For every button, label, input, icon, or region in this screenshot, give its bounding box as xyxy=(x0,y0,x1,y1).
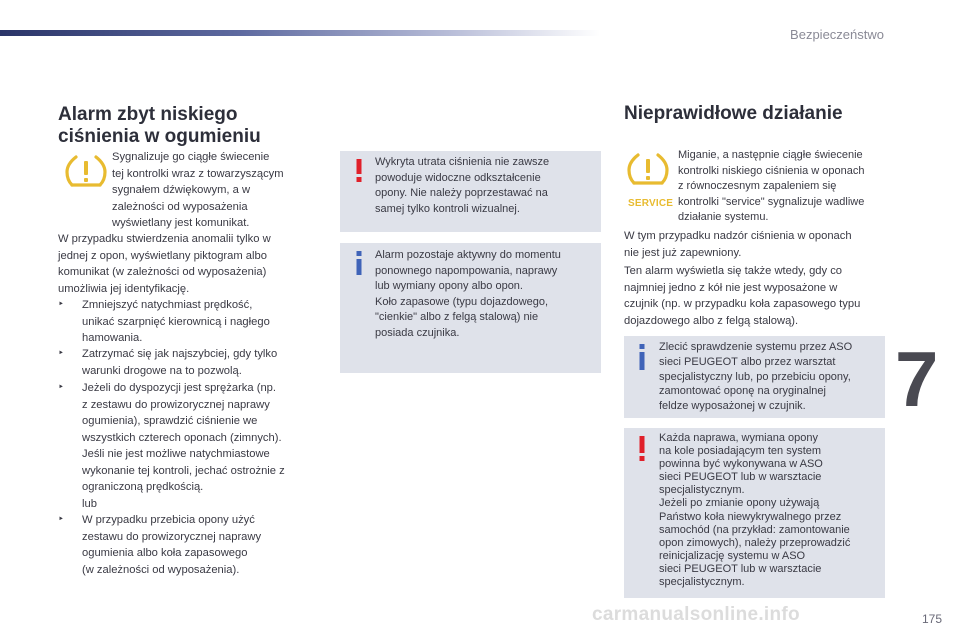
text-line: W przypadku przebicia opony użyć xyxy=(82,514,255,526)
text-line: opon zimowych), należy przeprowadzić xyxy=(659,536,851,549)
text-line: nie jest już zapewniony. xyxy=(624,246,742,259)
text-line: zamontować oponę na oryginalnej xyxy=(659,385,826,398)
left-title xyxy=(58,104,261,148)
text-line: działanie systemu. xyxy=(678,211,769,223)
left-intro xyxy=(112,149,284,232)
text-line: zależności od wyposażenia xyxy=(112,200,248,213)
exclamation-icon xyxy=(354,159,364,183)
right-title: Nieprawidłowe działanie xyxy=(624,103,843,124)
text-line: feldze wyposażonej w czujnik. xyxy=(659,400,806,413)
text-line: tej kontrolki wraz z towarzyszącym xyxy=(112,167,284,180)
text-line: najmniej jedno z kół nie jest wyposażone w xyxy=(624,281,838,294)
text-line: wykonanie tej kontroli, jechać ostrożnie z xyxy=(82,464,285,477)
text-line: posiada czujnika. xyxy=(375,326,460,339)
text-line: sieci PEUGEOT lub w warsztacie xyxy=(659,471,822,484)
text-line: Każda naprawa, wymiana opony xyxy=(659,432,818,444)
text-line: samej tylko kontroli wizualnej. xyxy=(375,202,520,215)
text-line: Sygnalizuje go ciągłe świecenie xyxy=(112,151,270,163)
text-line: specjalistycznym. xyxy=(659,576,745,589)
text-line: Zatrzymać się jak najszybciej, gdy tylko xyxy=(82,348,278,360)
tire-pressure-warning-icon xyxy=(64,152,108,192)
bullet-item xyxy=(58,346,277,379)
text-line: opony. Nie należy poprzestawać na xyxy=(375,187,548,199)
text-line: Jeśli nie jest możliwe natychmiastowe xyxy=(82,448,270,460)
bullet-marker-icon: ‣ xyxy=(58,514,64,525)
watermark: carmanualsonline.info xyxy=(592,604,800,625)
text-line: na kole posiadającym ten system xyxy=(659,445,822,458)
left-paragraph xyxy=(58,231,271,297)
info-box xyxy=(624,336,885,418)
text-line: dojazdowego albo z felgą stalową). xyxy=(624,314,799,327)
warning-box xyxy=(624,428,885,598)
text-line: Alarm pozostaje aktywny do momentu xyxy=(375,249,561,261)
text-line: Zlecić sprawdzenie systemu przez ASO xyxy=(659,341,853,353)
text-line: wszystkich czterech oponach (zimnych). xyxy=(82,431,282,444)
or-text: lub xyxy=(82,497,97,510)
tire-pressure-warning-icon xyxy=(626,150,670,190)
bullet-marker-icon: ‣ xyxy=(58,348,64,359)
text-line: sieci PEUGEOT albo przez warsztat xyxy=(659,355,836,368)
text-line: samochód (na przykład: zamontowanie xyxy=(659,523,850,536)
text-line: sieci PEUGEOT lub w warsztacie xyxy=(659,562,822,575)
text-line: umożliwia jej identyfikację. xyxy=(58,282,190,295)
service-warning-label: SERVICE xyxy=(628,198,674,209)
text-line: Jeżeli po zmianie opony używają xyxy=(659,497,820,510)
bullet-item xyxy=(58,512,261,578)
text-line: Ten alarm wyświetla się także wtedy, gdy co xyxy=(624,265,843,277)
text-line: ograniczoną prędkością. xyxy=(82,481,204,493)
right-intro xyxy=(678,148,865,226)
text-line: ogumienia albo koła zapasowego xyxy=(82,547,248,559)
text-line: Jeżeli do dyspozycji jest sprężarka (np. xyxy=(82,382,277,394)
text-line: komunikat (w zależności od wyposażenia) xyxy=(58,266,267,278)
info-icon xyxy=(354,251,364,275)
left-title-line: ciśnienia w ogumieniu xyxy=(58,126,261,147)
text-line: hamowania. xyxy=(82,332,143,344)
bullet-item xyxy=(58,380,285,512)
text-line: zestawu do prowizorycznej naprawy xyxy=(82,530,262,543)
text-line: reinicjalizację systemu w ASO xyxy=(659,549,806,562)
text-line: wyświetlany jest komunikat. xyxy=(112,217,250,229)
header-accent-bar xyxy=(0,30,600,36)
exclamation-icon xyxy=(637,436,647,462)
text-line: W przypadku stwierdzenia anomalii tylko w xyxy=(58,233,271,245)
warning-box xyxy=(340,151,601,232)
text-line: Państwo koła niewykrywalnego przez xyxy=(659,510,842,523)
text-line: sygnałem dźwiękowym, a w xyxy=(112,184,251,196)
page-number: 175 xyxy=(921,612,942,626)
right-paragraph xyxy=(624,263,860,329)
text-line: ponownego napompowania, naprawy xyxy=(375,264,558,277)
text-line: kontrolki "service" sygnalizuje wadliwe xyxy=(678,195,865,208)
bullet-item xyxy=(58,297,270,347)
bullet-marker-icon: ‣ xyxy=(58,382,64,393)
info-icon xyxy=(637,344,647,370)
left-title-line: Alarm zbyt niskiego xyxy=(58,104,238,125)
info-box xyxy=(340,243,601,373)
text-line: powoduje widoczne odkształcenie xyxy=(375,171,541,184)
text-line: specjalistyczny lub, po przebiciu opony, xyxy=(659,370,851,383)
text-line: "cienkie" albo z felgą stalową) nie xyxy=(375,311,539,323)
text-line: kontrolki niskiego ciśnienia w oponach xyxy=(678,164,865,177)
text-line: z zestawu do prowizorycznej naprawy xyxy=(82,398,270,411)
text-line: lub wymiany opony albo opon. xyxy=(375,280,523,292)
text-line: Miganie, a następnie ciągłe świecenie xyxy=(678,149,863,161)
text-line: powinna być wykonywana w ASO xyxy=(659,458,823,471)
text-line: unikać szarpnięć kierownicą i nagłego xyxy=(82,315,270,328)
right-paragraph xyxy=(624,228,852,261)
chapter-number: 7 xyxy=(895,335,939,423)
bullet-marker-icon: ‣ xyxy=(58,299,64,310)
text-line: Koło zapasowe (typu dojazdowego, xyxy=(375,295,549,308)
text-line: warunki drogowe na to pozwolą. xyxy=(82,364,242,377)
text-line: ogumienia), sprawdzić ciśnienie we xyxy=(82,415,258,427)
text-line: Wykryta utrata ciśnienia nie zawsze xyxy=(375,156,550,168)
section-title: Bezpieczeństwo xyxy=(790,27,884,42)
text-line: W tym przypadku nadzór ciśnienia w oponach xyxy=(624,230,852,242)
text-line: jednej z opon, wyświetlany piktogram albo xyxy=(58,249,267,262)
text-line: Zmniejszyć natychmiast prędkość, xyxy=(82,299,253,311)
text-line: specjalistycznym. xyxy=(659,484,745,497)
text-line: z równoczesnym zapaleniem się xyxy=(678,180,837,192)
text-line: czujnik (np. w przypadku koła zapasowego typu xyxy=(624,298,861,310)
text-line: (w zależności od wyposażenia). xyxy=(82,563,240,576)
